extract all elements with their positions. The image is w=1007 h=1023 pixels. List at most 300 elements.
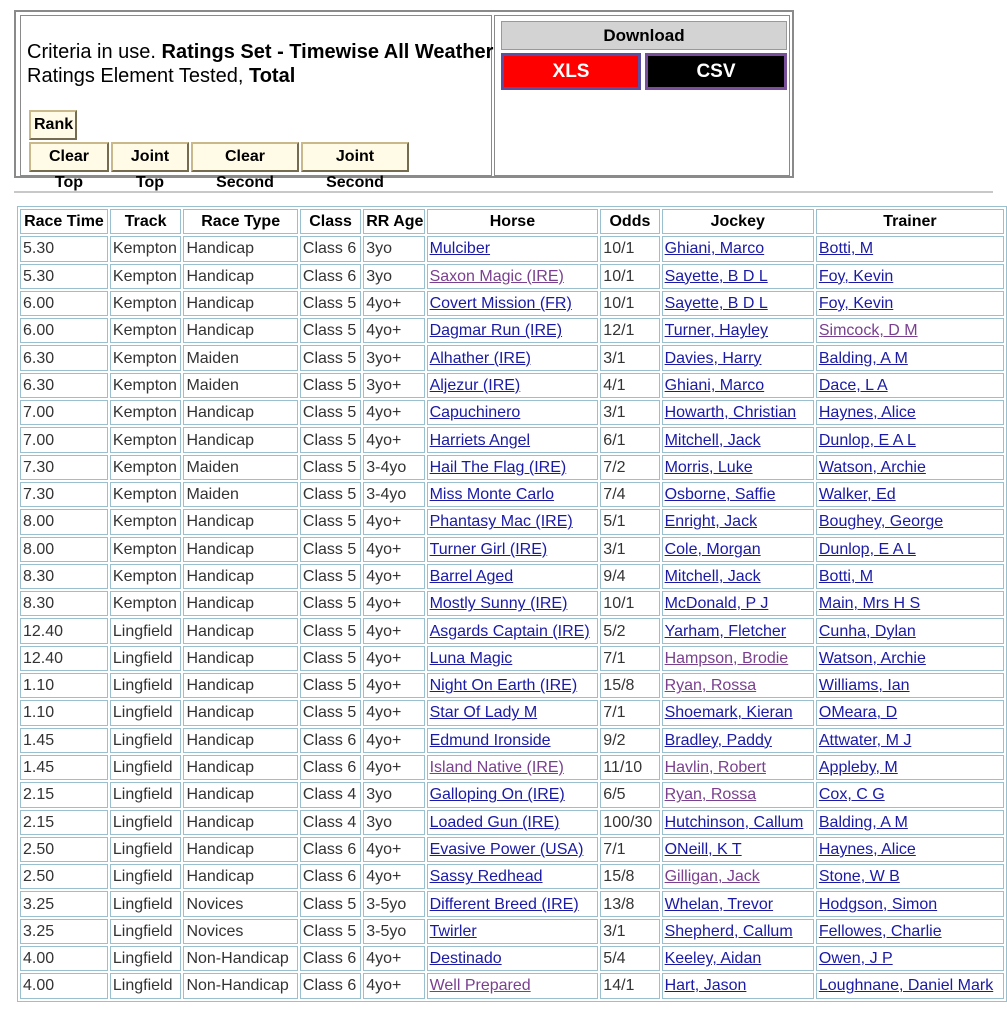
- trainer-cell: [816, 837, 1004, 862]
- rr-age-cell: 3yo: [363, 810, 424, 835]
- trainer-cell: [816, 755, 1004, 780]
- race-type-cell: Handicap: [183, 837, 297, 862]
- trainer-link[interactable]: Appleby, M: [818, 759, 898, 777]
- horse-cell: [427, 973, 599, 998]
- class-cell: Class 6: [300, 236, 361, 261]
- trainer-cell: [816, 455, 1004, 480]
- track-cell: Kempton: [110, 482, 182, 507]
- trainer-link[interactable]: Botti, M: [818, 240, 874, 258]
- class-cell: Class 5: [300, 891, 361, 916]
- horse-cell: [427, 564, 599, 589]
- horse-link[interactable]: Miss Monte Carlo: [429, 486, 555, 504]
- class-cell: Class 6: [300, 946, 361, 971]
- jockey-link[interactable]: Shoemark, Kieran: [664, 704, 793, 722]
- jockey-cell: [662, 455, 814, 480]
- race-type-cell: Handicap: [183, 537, 297, 562]
- track-cell: Lingfield: [110, 837, 182, 862]
- jockey-link[interactable]: Enright, Jack: [664, 513, 758, 531]
- joint-second-button[interactable]: Joint Second: [301, 142, 409, 172]
- horse-link[interactable]: Turner Girl (IRE): [429, 540, 548, 558]
- class-cell: Class 4: [300, 782, 361, 807]
- track-cell: Lingfield: [110, 864, 182, 889]
- jockey-link[interactable]: Turner, Hayley: [664, 322, 769, 340]
- class-cell: Class 6: [300, 864, 361, 889]
- odds-cell: 5/4: [600, 946, 659, 971]
- race-type-cell: Handicap: [183, 564, 297, 589]
- trainer-cell: [816, 728, 1004, 753]
- jockey-link[interactable]: Osborne, Saffie: [664, 486, 776, 504]
- horse-link[interactable]: Island Native (IRE): [429, 759, 564, 777]
- rr-age-cell: 3-4yo: [363, 455, 424, 480]
- horse-link[interactable]: Destinado: [429, 950, 502, 968]
- trainer-link[interactable]: Watson, Archie: [818, 458, 926, 476]
- class-cell: Class 6: [300, 264, 361, 289]
- jockey-link[interactable]: Ghiani, Marco: [664, 240, 765, 258]
- horse-link[interactable]: Loaded Gun (IRE): [429, 813, 560, 831]
- race-time-cell: 5.30: [20, 264, 108, 289]
- race-type-cell: Handicap: [183, 236, 297, 261]
- race-time-cell: 7.30: [20, 455, 108, 480]
- class-cell: Class 5: [300, 400, 361, 425]
- horse-link[interactable]: Well Prepared: [429, 977, 531, 995]
- header-row: [20, 209, 1004, 234]
- table-row: [20, 373, 1004, 398]
- rr-age-cell: 4yo+: [363, 837, 424, 862]
- rr-age-cell: 4yo+: [363, 755, 424, 780]
- jockey-link[interactable]: Shepherd, Callum: [664, 922, 793, 940]
- race-time-cell: 7.00: [20, 427, 108, 452]
- header-trainer[interactable]: Trainer: [816, 209, 1004, 234]
- track-cell: Kempton: [110, 537, 182, 562]
- race-time-cell: 4.00: [20, 946, 108, 971]
- rr-age-cell: 4yo+: [363, 291, 424, 316]
- table-row: [20, 919, 1004, 944]
- race-type-cell: Handicap: [183, 291, 297, 316]
- jockey-cell: [662, 837, 814, 862]
- rr-age-cell: 4yo+: [363, 564, 424, 589]
- rr-age-cell: 4yo+: [363, 427, 424, 452]
- race-time-cell: 8.30: [20, 591, 108, 616]
- results-table-container: [17, 206, 993, 1021]
- clear-second-button[interactable]: Clear Second: [191, 142, 299, 172]
- jockey-link[interactable]: Ryan, Rossa: [664, 677, 757, 695]
- trainer-link[interactable]: Simcock, D M: [818, 322, 918, 340]
- odds-cell: 10/1: [600, 291, 659, 316]
- class-cell: Class 5: [300, 646, 361, 671]
- trainer-link[interactable]: Botti, M: [818, 568, 874, 585]
- race-time-cell: 1.45: [20, 728, 108, 753]
- horse-link[interactable]: Harriets Angel: [429, 431, 531, 449]
- jockey-link[interactable]: Hutchinson, Callum: [664, 813, 804, 831]
- race-type-cell: Handicap: [183, 864, 297, 889]
- criteria-text: [27, 40, 493, 88]
- track-cell: Lingfield: [110, 700, 182, 725]
- table-row: [20, 455, 1004, 480]
- race-time-cell: 12.40: [20, 646, 108, 671]
- trainer-cell: [816, 700, 1004, 725]
- rr-age-cell: 4yo+: [363, 864, 424, 889]
- rr-age-cell: 4yo+: [363, 728, 424, 753]
- trainer-cell: [816, 427, 1004, 452]
- race-time-cell: 7.30: [20, 482, 108, 507]
- jockey-link[interactable]: Ryan, Rossa: [664, 786, 757, 804]
- trainer-link[interactable]: Williams, Ian: [818, 677, 910, 695]
- horse-cell: [427, 509, 599, 534]
- table-row: [20, 864, 1004, 889]
- table-row: [20, 673, 1004, 698]
- horse-cell: [427, 345, 599, 370]
- track-cell: Lingfield: [110, 618, 182, 643]
- race-type-cell: Handicap: [183, 700, 297, 725]
- trainer-link[interactable]: Cunha, Dylan: [818, 622, 916, 640]
- table-row: [20, 291, 1004, 316]
- header-class[interactable]: Class: [300, 209, 361, 234]
- rr-age-cell: 4yo+: [363, 618, 424, 643]
- class-cell: Class 6: [300, 755, 361, 780]
- trainer-link[interactable]: Foy, Kevin: [818, 295, 894, 313]
- class-cell: Class 5: [300, 673, 361, 698]
- class-cell: Class 5: [300, 345, 361, 370]
- jockey-link[interactable]: Mitchell, Jack: [664, 431, 761, 449]
- rr-age-cell: 4yo+: [363, 646, 424, 671]
- trainer-link[interactable]: Dunlop, E A L: [818, 540, 916, 558]
- jockey-link[interactable]: Hart, Jason: [664, 977, 747, 995]
- odds-cell: 100/30: [600, 810, 659, 835]
- class-cell: Class 5: [300, 455, 361, 480]
- trainer-cell: [816, 946, 1004, 971]
- criteria-panel: [14, 10, 794, 191]
- header-rr-age[interactable]: RR Age: [363, 209, 424, 234]
- odds-cell: 10/1: [600, 264, 659, 289]
- horse-cell: [427, 837, 599, 862]
- track-cell: Lingfield: [110, 646, 182, 671]
- rr-age-cell: 4yo+: [363, 673, 424, 698]
- jockey-link[interactable]: Gilligan, Jack: [664, 868, 760, 886]
- odds-cell: 5/1: [600, 509, 659, 534]
- jockey-link[interactable]: Whelan, Trevor: [664, 895, 774, 913]
- class-cell: Class 5: [300, 291, 361, 316]
- trainer-link[interactable]: Haynes, Alice: [818, 840, 916, 858]
- jockey-cell: [662, 946, 814, 971]
- horse-cell: [427, 782, 599, 807]
- race-type-cell: Novices: [183, 919, 297, 944]
- race-time-cell: 6.30: [20, 345, 108, 370]
- jockey-cell: [662, 236, 814, 261]
- horse-link[interactable]: Dagmar Run (IRE): [429, 322, 563, 340]
- trainer-link[interactable]: Loughnane, Daniel Mark: [818, 977, 994, 995]
- trainer-cell: [816, 618, 1004, 643]
- jockey-link[interactable]: ONeill, K T: [664, 840, 742, 858]
- criteria-box: [20, 15, 494, 191]
- trainer-cell: [816, 646, 1004, 671]
- horse-cell: [427, 700, 599, 725]
- horse-link[interactable]: Sassy Redhead: [429, 868, 543, 886]
- class-cell: Class 5: [300, 591, 361, 616]
- table-row: [20, 755, 1004, 780]
- horse-cell: [427, 264, 599, 289]
- horse-cell: [427, 291, 599, 316]
- track-cell: Kempton: [110, 509, 182, 534]
- horse-cell: [427, 537, 599, 562]
- horse-link[interactable]: Aljezur (IRE): [429, 376, 521, 394]
- trainer-link[interactable]: Hodgson, Simon: [818, 895, 938, 913]
- horse-cell: [427, 810, 599, 835]
- odds-cell: 7/4: [600, 482, 659, 507]
- odds-cell: 9/4: [600, 564, 659, 589]
- jockey-link[interactable]: Sayette, B D L: [664, 267, 768, 285]
- odds-cell: 3/1: [600, 919, 659, 944]
- odds-cell: 7/1: [600, 700, 659, 725]
- header-track[interactable]: Track: [110, 209, 182, 234]
- horse-link[interactable]: Night On Earth (IRE): [429, 677, 578, 695]
- track-cell: Kempton: [110, 291, 182, 316]
- horse-link[interactable]: Star Of Lady M: [429, 704, 538, 722]
- horse-link[interactable]: Asgards Captain (IRE): [429, 622, 590, 640]
- trainer-link[interactable]: Stone, W B: [818, 868, 900, 886]
- trainer-cell: [816, 864, 1004, 889]
- rank-button[interactable]: Rank: [29, 110, 77, 140]
- class-cell: Class 5: [300, 919, 361, 944]
- jockey-cell: [662, 618, 814, 643]
- race-type-cell: Handicap: [183, 318, 297, 343]
- jockey-link[interactable]: Havlin, Robert: [664, 759, 766, 777]
- track-cell: Lingfield: [110, 673, 182, 698]
- class-cell: Class 6: [300, 973, 361, 998]
- race-type-cell: Handicap: [183, 810, 297, 835]
- track-cell: Kempton: [110, 591, 182, 616]
- race-type-cell: Non-Handicap: [183, 946, 297, 971]
- jockey-link[interactable]: Davies, Harry: [664, 349, 762, 367]
- rr-age-cell: 3-5yo: [363, 891, 424, 916]
- jockey-link[interactable]: Bradley, Paddy: [664, 731, 772, 749]
- horse-link[interactable]: Alhather (IRE): [429, 349, 531, 367]
- track-cell: Kempton: [110, 264, 182, 289]
- table-row: [20, 810, 1004, 835]
- rr-age-cell: 3-5yo: [363, 919, 424, 944]
- odds-cell: 6/5: [600, 782, 659, 807]
- jockey-link[interactable]: Morris, Luke: [664, 458, 753, 476]
- csv-download-button[interactable]: CSV: [645, 53, 787, 90]
- race-type-cell: Handicap: [183, 400, 297, 425]
- header-horse[interactable]: Horse: [427, 209, 599, 234]
- jockey-cell: [662, 700, 814, 725]
- header-jockey[interactable]: Jockey: [662, 209, 814, 234]
- horse-cell: [427, 427, 599, 452]
- jockey-link[interactable]: Howarth, Christian: [664, 404, 797, 422]
- horse-link[interactable]: Hail The Flag (IRE): [429, 458, 567, 476]
- track-cell: Kempton: [110, 400, 182, 425]
- race-time-cell: 4.00: [20, 973, 108, 998]
- jockey-cell: [662, 373, 814, 398]
- jockey-cell: [662, 973, 814, 998]
- odds-cell: 11/10: [600, 755, 659, 780]
- rr-age-cell: 3yo: [363, 236, 424, 261]
- horse-link[interactable]: Mulciber: [429, 240, 491, 258]
- rr-age-cell: 4yo+: [363, 318, 424, 343]
- race-time-cell: 1.10: [20, 673, 108, 698]
- jockey-cell: [662, 646, 814, 671]
- track-cell: Kempton: [110, 427, 182, 452]
- horse-link[interactable]: Saxon Magic (IRE): [429, 267, 564, 285]
- horse-link[interactable]: Evasive Power (USA): [429, 840, 584, 858]
- odds-cell: 14/1: [600, 973, 659, 998]
- race-type-cell: Handicap: [183, 509, 297, 534]
- trainer-link[interactable]: Balding, A M: [818, 349, 908, 367]
- horse-cell: [427, 482, 599, 507]
- horse-cell: [427, 400, 599, 425]
- track-cell: Kempton: [110, 564, 182, 589]
- divider: [14, 191, 993, 193]
- class-cell: Class 5: [300, 618, 361, 643]
- horse-link[interactable]: Edmund Ironside: [429, 731, 551, 749]
- race-type-cell: Handicap: [183, 646, 297, 671]
- jockey-link[interactable]: McDonald, P J: [664, 595, 769, 613]
- trainer-link[interactable]: Cox, C G: [818, 786, 885, 804]
- horse-link[interactable]: Capuchinero: [429, 404, 521, 422]
- class-cell: Class 5: [300, 427, 361, 452]
- horse-link[interactable]: Different Breed (IRE): [429, 895, 579, 913]
- jockey-cell: [662, 318, 814, 343]
- table-row: [20, 618, 1004, 643]
- element-prefix: Ratings Element Tested,: [27, 65, 249, 87]
- rr-age-cell: 3-4yo: [363, 482, 424, 507]
- trainer-cell: [816, 782, 1004, 807]
- rr-age-cell: 4yo+: [363, 400, 424, 425]
- table-row: [20, 264, 1004, 289]
- jockey-link[interactable]: Cole, Morgan: [664, 540, 761, 558]
- jockey-cell: [662, 509, 814, 534]
- class-cell: Class 5: [300, 482, 361, 507]
- class-cell: Class 5: [300, 509, 361, 534]
- jockey-cell: [662, 728, 814, 753]
- horse-cell: [427, 864, 599, 889]
- odds-cell: 7/1: [600, 837, 659, 862]
- trainer-link[interactable]: OMeara, D: [818, 704, 898, 722]
- trainer-link[interactable]: Walker, Ed: [818, 486, 896, 504]
- horse-link[interactable]: Mostly Sunny (IRE): [429, 595, 568, 613]
- header-odds[interactable]: Odds: [600, 209, 659, 234]
- header-race-time[interactable]: Race Time: [20, 209, 108, 234]
- jockey-link[interactable]: Sayette, B D L: [664, 295, 768, 313]
- odds-cell: 5/2: [600, 618, 659, 643]
- rr-age-cell: 3yo: [363, 264, 424, 289]
- jockey-link[interactable]: Ghiani, Marco: [664, 376, 765, 394]
- horse-link[interactable]: Twirler: [429, 922, 477, 940]
- class-cell: Class 6: [300, 837, 361, 862]
- trainer-cell: [816, 891, 1004, 916]
- trainer-link[interactable]: Fellowes, Charlie: [818, 922, 942, 940]
- table-row: [20, 400, 1004, 425]
- trainer-link[interactable]: Haynes, Alice: [818, 404, 916, 422]
- rr-age-cell: 4yo+: [363, 537, 424, 562]
- race-time-cell: 2.50: [20, 837, 108, 862]
- joint-top-button[interactable]: Joint Top: [111, 142, 189, 172]
- clear-top-button[interactable]: Clear Top: [29, 142, 109, 172]
- race-time-cell: 6.00: [20, 318, 108, 343]
- trainer-cell: [816, 673, 1004, 698]
- horse-link[interactable]: Phantasy Mac (IRE): [429, 513, 573, 531]
- odds-cell: 15/8: [600, 673, 659, 698]
- trainer-cell: [816, 564, 1004, 589]
- trainer-link[interactable]: Main, Mrs H S: [818, 595, 921, 613]
- race-time-cell: 8.30: [20, 564, 108, 589]
- horse-link[interactable]: Covert Mission (FR): [429, 295, 572, 313]
- trainer-cell: [816, 591, 1004, 616]
- trainer-link[interactable]: Foy, Kevin: [818, 267, 894, 285]
- jockey-cell: [662, 564, 814, 589]
- horse-link[interactable]: Barrel Aged: [429, 568, 514, 585]
- horse-cell: [427, 373, 599, 398]
- jockey-cell: [662, 782, 814, 807]
- jockey-link[interactable]: Mitchell, Jack: [664, 568, 761, 585]
- race-type-cell: Handicap: [183, 264, 297, 289]
- horse-cell: [427, 618, 599, 643]
- horse-link[interactable]: Galloping On (IRE): [429, 786, 565, 804]
- horse-cell: [427, 946, 599, 971]
- trainer-cell: [816, 973, 1004, 998]
- trainer-link[interactable]: Balding, A M: [818, 813, 908, 831]
- race-type-cell: Maiden: [183, 373, 297, 398]
- header-race-type[interactable]: Race Type: [183, 209, 297, 234]
- horse-cell: [427, 646, 599, 671]
- xls-download-button[interactable]: XLS: [501, 53, 641, 90]
- track-cell: Lingfield: [110, 891, 182, 916]
- odds-cell: 3/1: [600, 537, 659, 562]
- table-row: [20, 782, 1004, 807]
- rr-age-cell: 4yo+: [363, 946, 424, 971]
- table-row: [20, 509, 1004, 534]
- track-cell: Kempton: [110, 373, 182, 398]
- trainer-cell: [816, 264, 1004, 289]
- jockey-cell: [662, 864, 814, 889]
- trainer-link[interactable]: Boughey, George: [818, 513, 944, 531]
- jockey-cell: [662, 291, 814, 316]
- trainer-link[interactable]: Dunlop, E A L: [818, 431, 916, 449]
- table-row: [20, 728, 1004, 753]
- table-row: [20, 700, 1004, 725]
- race-time-cell: 6.00: [20, 291, 108, 316]
- table-row: [20, 564, 1004, 589]
- table-row: [20, 537, 1004, 562]
- race-type-cell: Handicap: [183, 782, 297, 807]
- table-row: [20, 946, 1004, 971]
- trainer-link[interactable]: Owen, J P: [818, 950, 893, 968]
- horse-cell: [427, 591, 599, 616]
- table-row: [20, 236, 1004, 261]
- download-title: Download: [501, 21, 787, 50]
- rr-age-cell: 3yo+: [363, 373, 424, 398]
- odds-cell: 6/1: [600, 427, 659, 452]
- track-cell: Lingfield: [110, 973, 182, 998]
- jockey-link[interactable]: Yarham, Fletcher: [664, 622, 787, 640]
- race-time-cell: 3.25: [20, 891, 108, 916]
- jockey-cell: [662, 345, 814, 370]
- ratings-element: Total: [248, 65, 296, 87]
- jockey-cell: [662, 264, 814, 289]
- trainer-link[interactable]: Attwater, M J: [818, 731, 912, 749]
- trainer-link[interactable]: Watson, Archie: [818, 649, 926, 667]
- track-cell: Lingfield: [110, 755, 182, 780]
- trainer-link[interactable]: Dace, L A: [818, 376, 888, 394]
- table-row: [20, 318, 1004, 343]
- race-time-cell: 2.15: [20, 782, 108, 807]
- jockey-link[interactable]: Hampson, Brodie: [664, 649, 789, 667]
- jockey-cell: [662, 673, 814, 698]
- jockey-cell: [662, 537, 814, 562]
- jockey-link[interactable]: Keeley, Aidan: [664, 950, 762, 968]
- horse-link[interactable]: Luna Magic: [429, 649, 513, 667]
- race-type-cell: Handicap: [183, 755, 297, 780]
